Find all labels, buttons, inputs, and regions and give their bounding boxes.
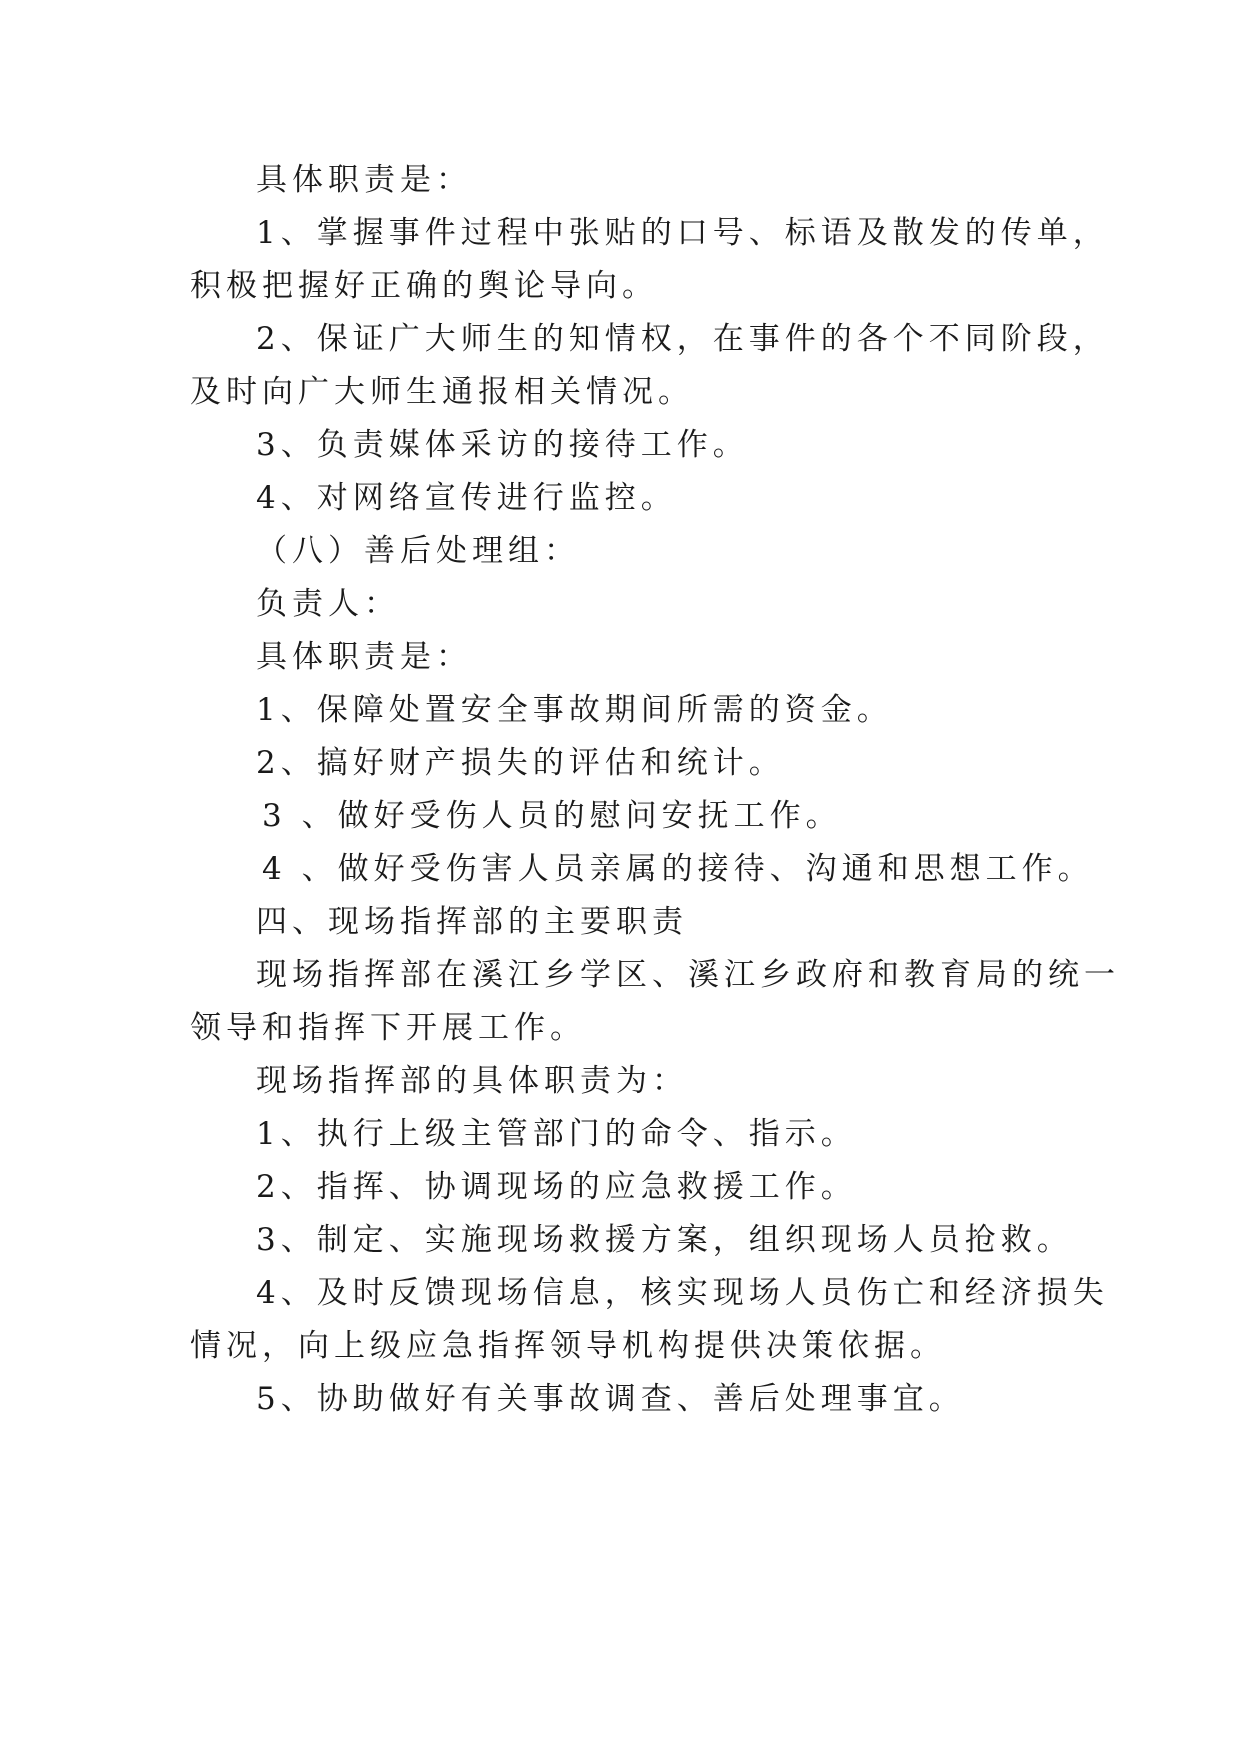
paragraph-line: 1、保障处置安全事故期间所需的资金。 [256,692,893,728]
paragraph-line: 1、掌握事件过程中张贴的口号、标语及散发的传单， [256,215,1109,251]
paragraph-line: 4、对网络宣传进行监控。 [256,480,677,516]
paragraph-line: 3 、做好受伤人员的慰问安抚工作。 [262,798,842,834]
paragraph-line: 负责人： [256,586,400,622]
paragraph-line: 具体职责是： [256,162,472,198]
paragraph-line: 4、及时反馈现场信息，核实现场人员伤亡和经济损失 [256,1275,1109,1311]
paragraph-line: 2、保证广大师生的知情权，在事件的各个不同阶段， [256,321,1109,357]
paragraph-line: 5、协助做好有关事故调查、善后处理事宜。 [256,1381,965,1417]
paragraph-line: 情况，向上级应急指挥领导机构提供决策依据。 [190,1328,946,1364]
paragraph-line: 3、制定、实施现场救援方案，组织现场人员抢救。 [256,1222,1073,1258]
paragraph-line: 3、负责媒体采访的接待工作。 [256,427,749,463]
paragraph-line: 2、搞好财产损失的评估和统计。 [256,745,785,781]
paragraph-line: 1、执行上级主管部门的命令、指示。 [256,1116,857,1152]
paragraph-line: 现场指挥部在溪江乡学区、溪江乡政府和教育局的统一 [256,957,1120,993]
paragraph-line: 4 、做好受伤害人员亲属的接待、沟通和思想工作。 [262,851,1094,887]
paragraph-line: 2、指挥、协调现场的应急救援工作。 [256,1169,857,1205]
section-heading: 四、现场指挥部的主要职责 [256,904,688,940]
paragraph-line: 积极把握好正确的舆论导向。 [190,268,658,304]
paragraph-line: 及时向广大师生通报相关情况。 [190,374,694,410]
paragraph-line: 具体职责是： [256,639,472,675]
paragraph-line: 现场指挥部的具体职责为： [256,1063,688,1099]
paragraph-line: 领导和指挥下开展工作。 [190,1010,586,1046]
section-heading: （八）善后处理组： [256,533,580,569]
